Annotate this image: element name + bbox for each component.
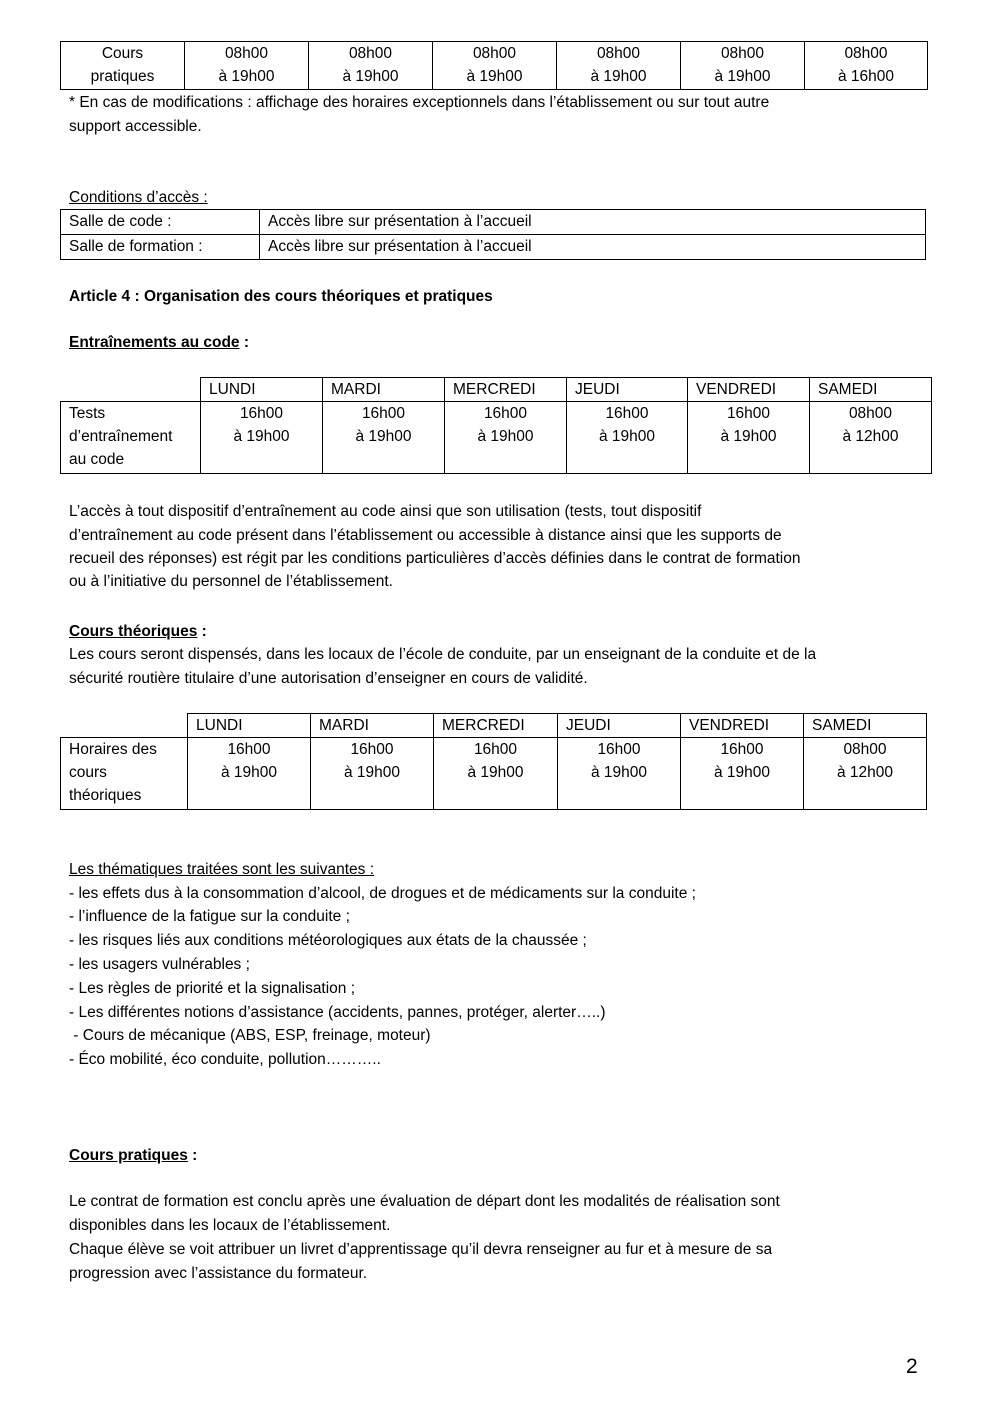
day-header: MERCREDI [434, 714, 558, 738]
time-cell: 08h00 à 19h00 [681, 42, 805, 90]
page-number: 2 [906, 1355, 918, 1378]
day-header: MERCREDI [445, 378, 567, 402]
list-item: - Les différentes notions d’assistance (accidents, pannes, protéger, alerter…..) [69, 1004, 606, 1021]
paragraph-line: ou à l’initiative du personnel de l’établissement. [69, 573, 393, 590]
theory-heading: Cours théoriques : [69, 623, 207, 640]
list-item: - l’influence de la fatigue sur la conduite ; [69, 908, 350, 925]
access-value: Accès libre sur présentation à l’accueil [260, 210, 926, 235]
access-label: Salle de formation : [61, 235, 260, 260]
list-item: - les risques liés aux conditions météorologiques aux états de la chaussée ; [69, 932, 587, 949]
access-heading: Conditions d’accès : [69, 189, 208, 206]
themes-heading: Les thématiques traitées sont les suivantes : [69, 861, 374, 878]
time-cell: 16h00 à 19h00 [567, 402, 688, 474]
list-item: - Éco mobilité, éco conduite, pollution……….. [69, 1051, 381, 1068]
list-item: - les effets dus à la consommation d’alcool, de drogues et de médicaments sur la conduite ; [69, 885, 696, 902]
row-label: Horaires des cours théoriques [61, 738, 188, 810]
day-header: SAMEDI [810, 378, 932, 402]
time-cell: 16h00 à 19h00 [558, 738, 681, 810]
paragraph-line: disponibles dans les locaux de l’établissement. [69, 1217, 391, 1234]
list-item: - les usagers vulnérables ; [69, 956, 250, 973]
theory-table [60, 713, 927, 810]
row-label: Cours pratiques [61, 42, 185, 90]
article-title: Article 4 : Organisation des cours théoriques et pratiques [69, 288, 493, 305]
time-cell: 16h00 à 19h00 [445, 402, 567, 474]
paragraph-line: Le contrat de formation est conclu après une évaluation de départ dont les modalités de réalisation sont [69, 1193, 780, 1210]
access-label: Salle de code : [61, 210, 260, 235]
paragraph-line: d’entraînement au code présent dans l’établissement ou accessible à distance ainsi que les supports de [69, 527, 782, 544]
paragraph-line: sécurité routière titulaire d’une autorisation d’enseigner en cours de validité. [69, 670, 588, 687]
code-training-table [60, 377, 932, 474]
day-header: JEUDI [567, 378, 688, 402]
row-label: Tests d’entraînement au code [61, 402, 201, 474]
day-header: VENDREDI [681, 714, 804, 738]
paragraph-line: recueil des réponses) est régit par les conditions particulières d’accès définies dans le contrat de formation [69, 550, 801, 567]
code-training-heading: Entraînements au code : [69, 334, 250, 351]
day-header: LUNDI [188, 714, 311, 738]
list-item: - Les règles de priorité et la signalisation ; [69, 980, 356, 997]
time-cell: 16h00 à 19h00 [311, 738, 434, 810]
day-header: MARDI [323, 378, 445, 402]
day-header: MARDI [311, 714, 434, 738]
paragraph-line: Les cours seront dispensés, dans les locaux de l’école de conduite, par un enseignant de la conduite et de la [69, 646, 817, 663]
time-cell: 08h00 à 19h00 [185, 42, 309, 90]
access-value: Accès libre sur présentation à l’accueil [260, 235, 926, 260]
day-header: VENDREDI [688, 378, 810, 402]
access-table [60, 209, 926, 260]
day-header: SAMEDI [804, 714, 927, 738]
time-cell: 16h00 à 19h00 [201, 402, 323, 474]
time-cell: 16h00 à 19h00 [688, 402, 810, 474]
time-cell: 16h00 à 19h00 [434, 738, 558, 810]
list-item: - Cours de mécanique (ABS, ESP, freinage, moteur) [69, 1027, 431, 1044]
time-cell: 08h00 à 19h00 [557, 42, 681, 90]
time-cell: 08h00 à 12h00 [810, 402, 932, 474]
practice-heading: Cours pratiques : [69, 1147, 198, 1164]
time-cell: 16h00 à 19h00 [681, 738, 804, 810]
empty-corner [61, 378, 201, 402]
time-cell: 16h00 à 19h00 [323, 402, 445, 474]
day-header: LUNDI [201, 378, 323, 402]
paragraph-line: L’accès à tout dispositif d’entraînement au code ainsi que son utilisation (tests, tout dispositif [69, 503, 702, 520]
time-cell: 08h00 à 12h00 [804, 738, 927, 810]
note-line: * En cas de modifications : affichage des horaires exceptionnels dans l’établissement ou sur tout autre [69, 94, 770, 111]
time-cell: 08h00 à 16h00 [805, 42, 928, 90]
paragraph-line: Chaque élève se voit attribuer un livret d’apprentissage qu’il devra renseigner au fur et à mesure de sa [69, 1241, 773, 1258]
time-cell: 08h00 à 19h00 [433, 42, 557, 90]
practice-hours-table [60, 41, 928, 90]
empty-corner [61, 714, 188, 738]
note-line: support accessible. [69, 118, 202, 135]
paragraph-line: progression avec l’assistance du formateur. [69, 1265, 368, 1282]
time-cell: 16h00 à 19h00 [188, 738, 311, 810]
day-header: JEUDI [558, 714, 681, 738]
time-cell: 08h00 à 19h00 [309, 42, 433, 90]
